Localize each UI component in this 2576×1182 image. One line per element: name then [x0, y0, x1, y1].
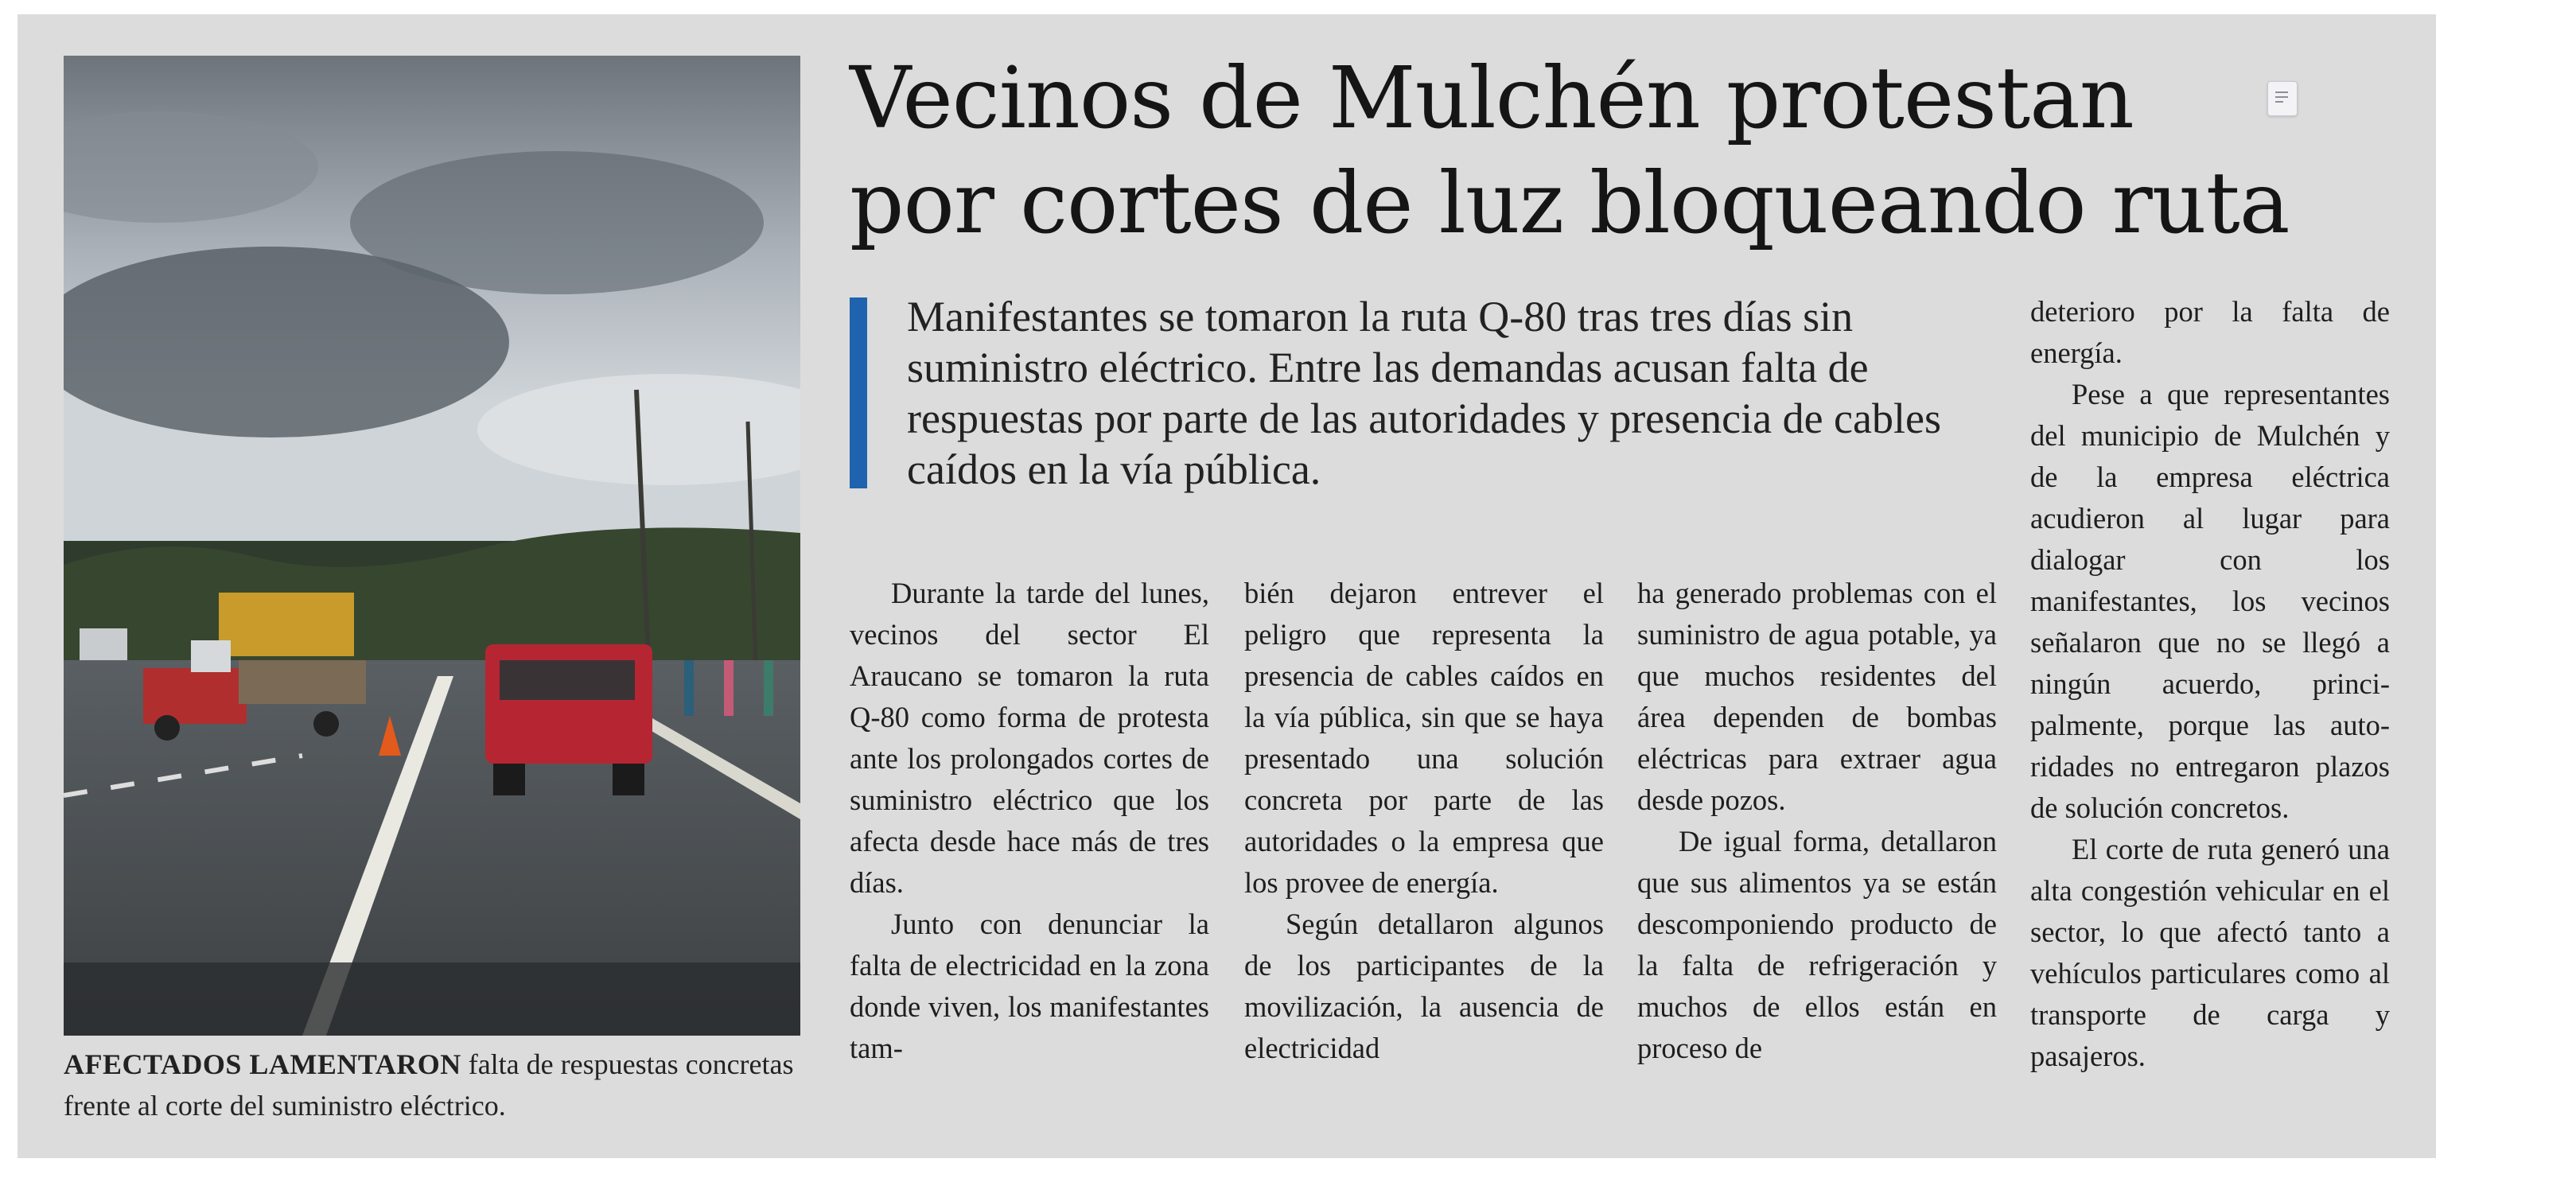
- caption-lead: AFECTADOS LAMENTARON: [64, 1048, 461, 1080]
- paragraph: deterioro por la falta de energía.: [2030, 295, 2390, 369]
- paragraph: Según detallaron algunos de los participantes de la movilización, la ausencia de electricidad: [1244, 908, 1604, 1064]
- paragraph: Pese a que representantes del municipio de Mulchén y de la empresa eléctrica acudieron al lugar para dialogar con los manifestantes, los vecinos señalaron que no se llegó a ningún acuerdo, principalmente, porque las autoridades no entregaron plazos de solución concretos.: [2030, 378, 2390, 824]
- caption-text: falta de respuestas concretas frente al corte del suministro eléctrico.: [64, 1048, 794, 1122]
- paragraph: Junto con denunciar la falta de electricidad en la zona donde viven, los manifestantes tam-: [850, 908, 1209, 1064]
- body-column-3: [1637, 573, 1997, 1069]
- article-photo: [64, 56, 800, 1036]
- paragraph: Durante la tarde del lunes, vecinos del sector El Araucano se tomaron la ruta Q-80 como forma de protesta ante los prolongados cortes de suministro eléctrico que los afecta desde hace más de tres días.: [850, 577, 1209, 899]
- lead-paragraph: Manifestantes se tomaron la ruta Q-80 tras tres días sin suministro eléctrico. Entre las demandas acusan falta de respuestas por parte de las autoridades y presencia de cables caídos en la vía pública.: [907, 293, 1941, 493]
- paragraph: bién dejaron entrever el peligro que representa la presencia de cables caídos en la vía pública, sin que se haya presentado una solución concreta por parte de las autoridades o la empresa que los provee de energía.: [1244, 577, 1604, 899]
- headline: Vecinos de Mulchén protestan por cortes de luz bloqueando ruta: [850, 49, 2290, 253]
- body-column-4: [2030, 291, 2390, 1077]
- body-column-2: [1244, 573, 1604, 1069]
- paragraph: El corte de ruta generó una alta congestión vehicular en el sector, lo que afectó tanto a vehículos particulares como al transporte de carga y pasajeros.: [2030, 833, 2390, 1072]
- photo-caption: [64, 1044, 804, 1126]
- paragraph: ha generado problemas con el suministro de agua potable, ya que muchos residentes del área dependen de bombas eléctricas para extraer agua desde pozos.: [1637, 577, 1997, 816]
- protest-road-photo: [64, 56, 800, 1036]
- paragraph: De igual forma, detallaron que sus alimentos ya se están descomponiendo producto de la falta de refrigeración y muchos de ellos están en proceso de: [1637, 825, 1997, 1064]
- note-icon[interactable]: [2267, 81, 2298, 116]
- lead-accent-bar: [850, 297, 867, 488]
- body-column-1: [850, 573, 1209, 1069]
